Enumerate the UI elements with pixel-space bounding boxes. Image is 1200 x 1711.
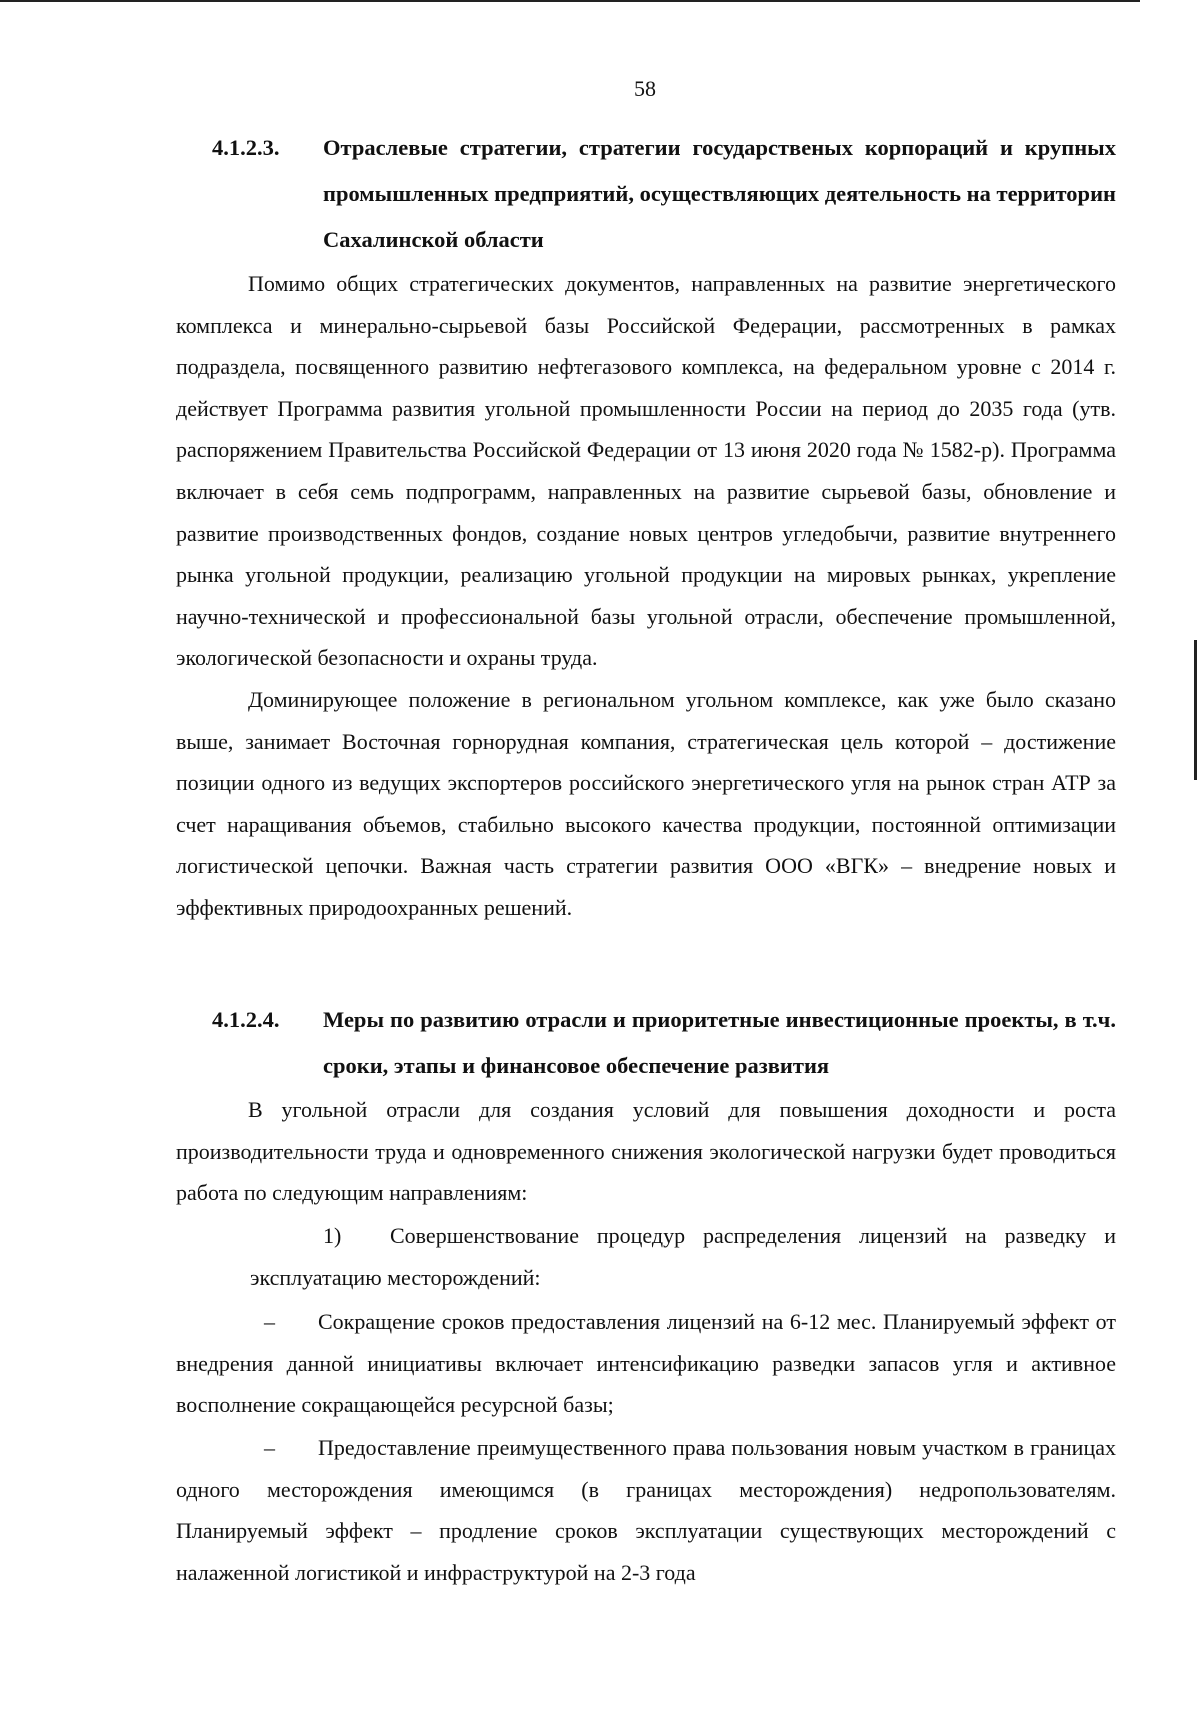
paragraph: Помимо общих стратегических документов, направленных на развитие энергетического комплекса и минерально-сырьевой базы Российской Федерации, рассмотренных в рамках подраздела, посвященного развитию нефтегазового комплекса, на федеральном уровне с 2014 г. действует Программа развития угольной промышленности России на период до 2035 года (утв. распоряжением Правительства Российской Федерации от 13 июня 2020 года № 1582-р). Программа включает в себя семь подпрограмм, направленных на развитие сырьевой базы, обновление и развитие производственных фондов, создание новых центров угледобычи, развитие внутреннего рынка угольной продукции, реализацию угольной продукции на мировых рынках, укрепление научно-технической и профессиональной базы угольной отрасли, обеспечение промышленной, экологической безопасности и охраны труда.: [176, 271, 1116, 671]
list-item-text: Совершенствование процедур распределения лицензий на разведку и эксплуатацию месторождений:: [250, 1223, 1116, 1290]
dash-list-item: [176, 1301, 1116, 1426]
list-marker: 1): [323, 1223, 342, 1248]
dash-list-item-text: Сокращение сроков предоставления лицензий на 6-12 мес. Планируемый эффект от внедрения данной инициативы включает интенсификацию разведки запасов угля и активное восполнение сокращающейся ресурсной базы;: [176, 1309, 1116, 1418]
dash-marker: [176, 1301, 318, 1343]
section-number: 4.1.2.3.: [212, 135, 280, 160]
dash-marker-glyph: –: [264, 1435, 275, 1460]
section-number: 4.1.2.4.: [212, 1007, 280, 1032]
section-body-4-1-2-4: [176, 1089, 1116, 1214]
dash-marker: [176, 1427, 318, 1469]
numbered-list-item: [250, 1215, 1116, 1298]
section-body-4-1-2-3: [176, 263, 1116, 929]
section-heading-4-1-2-3: [212, 125, 1116, 263]
scan-edge-mark: [1194, 640, 1197, 780]
section-title: Меры по развитию отрасли и приоритетные инвестиционные проекты, в т.ч. сроки, этапы и финансовое обеспечение развития: [323, 1007, 1116, 1078]
paragraph: Доминирующее положение в региональном угольном комплексе, как уже было сказано выше, занимает Восточная горнорудная компания, стратегическая цель которой – достижение позиции одного из ведущих экспортеров российского энергетического угля на рынок стран АТР за счет наращивания объемов, стабильно высокого качества продукции, постоянной оптимизации логистической цепочки. Важная часть стратегии развития ООО «ВГК» – внедрение новых и эффективных природоохранных решений.: [176, 686, 1116, 920]
scan-edge-line: [0, 0, 1140, 2]
page-number: 58: [634, 76, 656, 101]
section-title: Отраслевые стратегии, стратегии государственых корпораций и крупных промышленных предприятий, осуществляющих деятельность на территорин Сахалинской области: [323, 135, 1116, 252]
section-heading-4-1-2-4: [212, 997, 1116, 1089]
dash-list-item: [176, 1427, 1116, 1593]
dash-list-item-text: Предоставление преимущественного права пользования новым участком в границах одного месторождения имеющимся (в границах месторождения) недропользователям. Планируемый эффект – продление сроков эксплуатации существующих месторождений с налаженной логистикой и инфраструктурой на 2-3 года: [176, 1435, 1116, 1585]
paragraph: В угольной отрасли для создания условий для повышения доходности и роста производительности труда и одновременного снижения экологической нагрузки будет проводиться работа по следующим направлениям:: [176, 1097, 1116, 1206]
dash-marker-glyph: –: [264, 1309, 275, 1334]
